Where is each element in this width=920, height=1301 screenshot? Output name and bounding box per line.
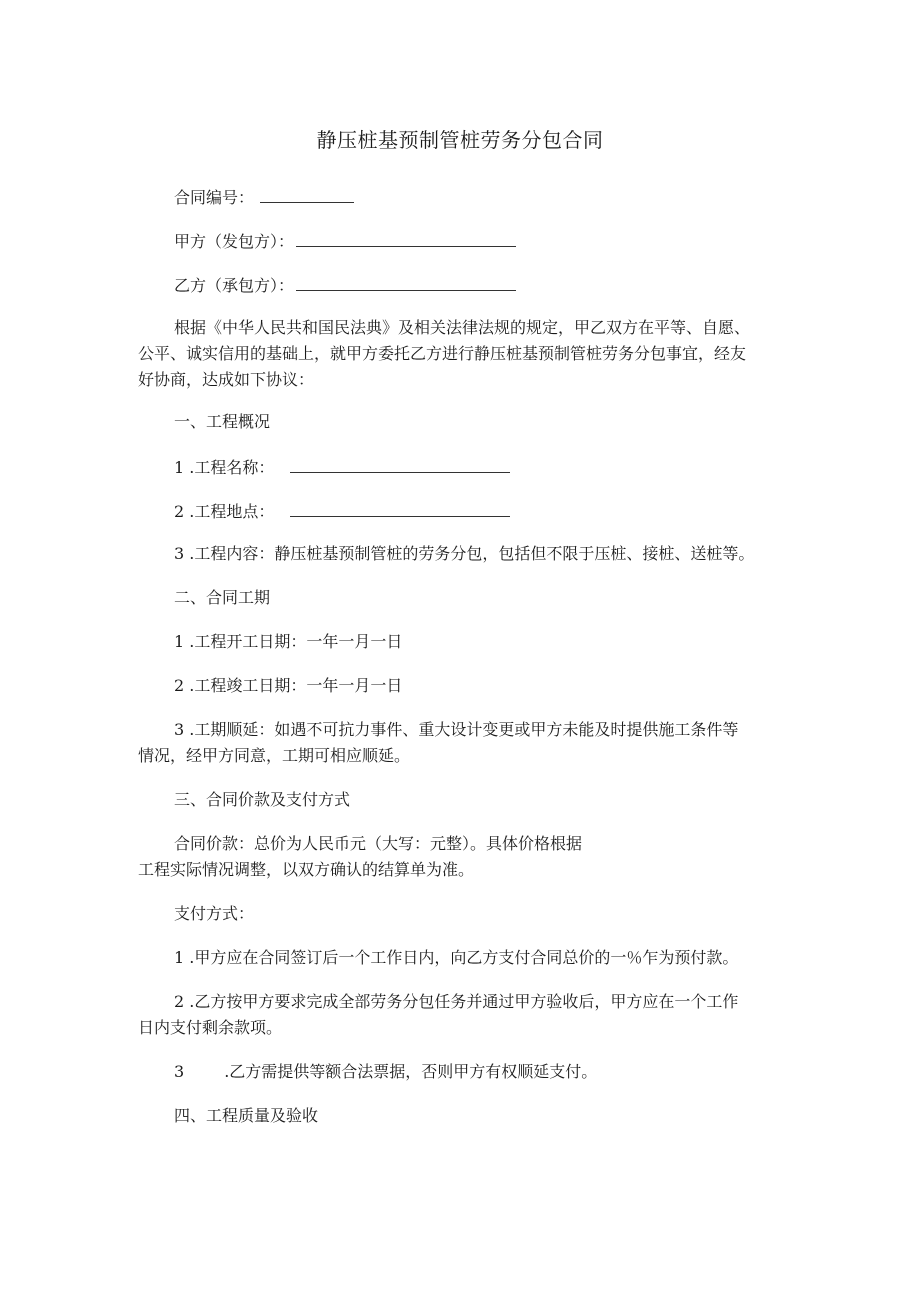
project-location-blank — [290, 500, 510, 517]
party-b-label: 乙方（承包方）： — [174, 276, 295, 295]
payment-item-3-text: .乙方需提供等额合法票据，否则甲方有权顺延支付。 — [224, 1062, 598, 1081]
section-1-heading: 一、工程概况 — [174, 412, 271, 431]
party-a-blank — [296, 230, 516, 247]
preamble-line-3: 好协商，达成如下协议： — [138, 370, 315, 389]
extension-line-1: 3 .工期顺延：如遇不可抗力事件、重大设计变更或甲方未能及时提供施工条件等 — [174, 720, 739, 739]
contract-price-line-2: 工程实际情况调整，以双方确认的结算单为准。 — [138, 860, 475, 879]
payment-method-label: 支付方式： — [174, 904, 255, 923]
section-2-heading: 二、合同工期 — [174, 588, 271, 607]
party-b-blank — [296, 274, 516, 291]
project-content-line: 3 .工程内容：静压桩基预制管桩的劳务分包，包括但不限于压桩、接桩、送桩等。 — [174, 544, 755, 563]
party-a-line — [174, 230, 516, 252]
payment-item-1: 1 .甲方应在合同签订后一个工作日内，向乙方支付合同总价的一％乍为预付款。 — [174, 948, 739, 967]
party-b-line — [174, 274, 516, 296]
section-4-heading: 四、工程质量及验收 — [174, 1106, 319, 1125]
preamble-line-1: 根据《中华人民共和国民法典》及相关法律法规的规定，甲乙双方在平等、自愿、 — [174, 318, 751, 337]
project-name-blank — [290, 456, 510, 473]
party-a-label: 甲方（发包方）： — [174, 232, 295, 251]
preamble-line-2: 公平、诚实信用的基础上，就甲方委托乙方进行静压桩基预制管桩劳务分包事宜，经友 — [138, 344, 747, 363]
document-title: 静压桩基预制管桩劳务分包合同 — [316, 128, 604, 152]
project-location-line — [174, 500, 510, 522]
start-date-line: 1 .工程开工日期：一年一月一日 — [174, 632, 403, 651]
completion-date-line: 2 .工程竣工日期：一年一月一日 — [174, 676, 403, 695]
contract-number-line — [174, 186, 354, 208]
payment-item-3 — [174, 1062, 597, 1082]
payment-item-3-number: 3 — [174, 1062, 185, 1081]
payment-item-2-line-2: 日内支付剩余款项。 — [138, 1018, 283, 1037]
contract-number-label: 合同编号： — [174, 188, 255, 207]
project-name-label: 1 .工程名称： — [174, 458, 275, 477]
section-3-heading: 三、合同价款及支付方式 — [174, 790, 351, 809]
payment-item-2-line-1: 2 .乙方按甲方要求完成全部劳务分包任务并通过甲方验收后，甲方应在一个工作 — [174, 992, 739, 1011]
project-location-label: 2 .工程地点： — [174, 502, 275, 521]
project-name-line — [174, 456, 510, 478]
contract-number-blank — [260, 186, 354, 203]
extension-line-2: 情况，经甲方同意，工期可相应顺延。 — [138, 746, 411, 765]
contract-price-line-1: 合同价款：总价为人民币元（大写：元整）。具体价格根据 — [174, 834, 583, 853]
